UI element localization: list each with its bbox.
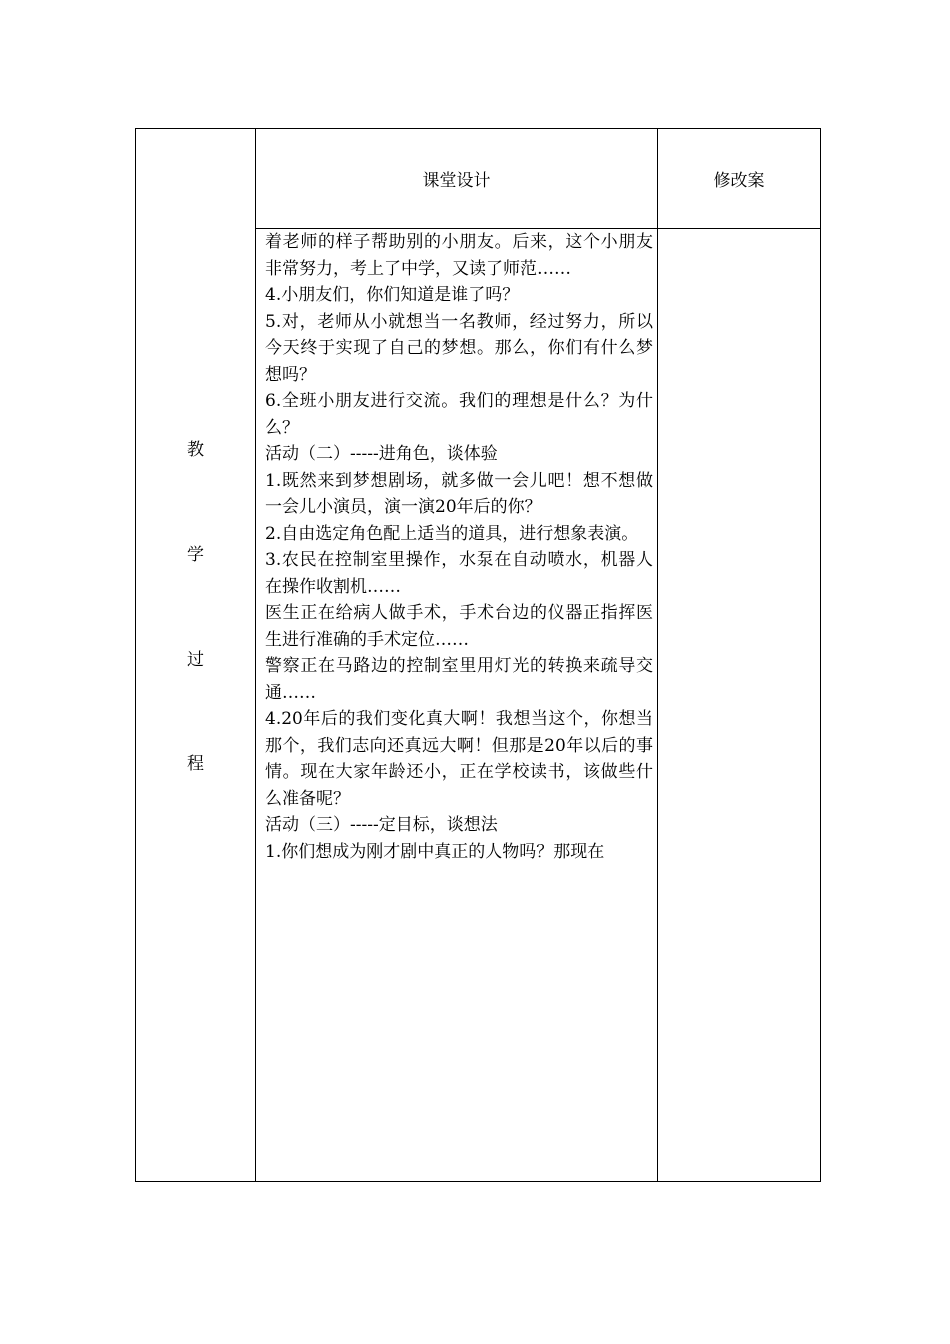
content-paragraph: 6.全班小朋友进行交流。我们的理想是什么？为什么？	[265, 391, 653, 438]
activity-heading: 活动（二）-----进角色，谈体验	[265, 444, 498, 464]
design-column-header: 课堂设计	[422, 171, 491, 191]
column-divider-right	[657, 129, 658, 1181]
lesson-plan-table	[135, 128, 821, 1182]
content-paragraph: 警察正在马路边的控制室里用灯光的转换来疏导交通……	[265, 656, 653, 703]
content-paragraph: 1.你们想成为刚才剧中真正的人物吗？那现在	[265, 841, 605, 862]
content-paragraph: 4.20年后的我们变化真大啊！我想当这个，你想当那个，我们志向还真远大啊！但那是20年以后的事情。现在大家年龄还小，正在学校读书，该做些什么准备呢？	[265, 709, 653, 809]
content-paragraph: 1.既然来到梦想剧场，就多做一会儿吧！想不想做一会儿小演员，演一演20年后的你？	[265, 470, 653, 517]
content-paragraph: 着老师的样子帮助别的小朋友。后来，这个小朋友非常努力，考上了中学，又读了师范……	[265, 232, 653, 279]
side-label-char-4: 程	[187, 754, 204, 774]
content-paragraph: 3.农民在控制室里操作，水泵在自动喷水，机器人在操作收割机……	[265, 550, 653, 597]
side-label-char-3: 过	[187, 650, 204, 670]
content-paragraph: 5.对，老师从小就想当一名教师，经过努力，所以今天终于实现了自己的梦想。那么，你们有什么梦想吗？	[265, 311, 653, 385]
activity-heading: 活动（三）-----定目标，谈想法	[265, 815, 498, 835]
content-paragraph: 医生正在给病人做手术，手术台边的仪器正指挥医生进行准确的手术定位……	[265, 603, 653, 650]
lesson-design-content	[265, 229, 653, 865]
column-divider-left	[255, 129, 256, 1181]
revision-column-header: 修改案	[713, 171, 765, 191]
side-label-char-2: 学	[187, 545, 204, 565]
side-label-char-1: 教	[187, 440, 204, 460]
content-paragraph: 2.自由选定角色配上适当的道具，进行想象表演。	[265, 523, 639, 544]
content-paragraph: 4.小朋友们，你们知道是谁了吗？	[265, 285, 520, 305]
